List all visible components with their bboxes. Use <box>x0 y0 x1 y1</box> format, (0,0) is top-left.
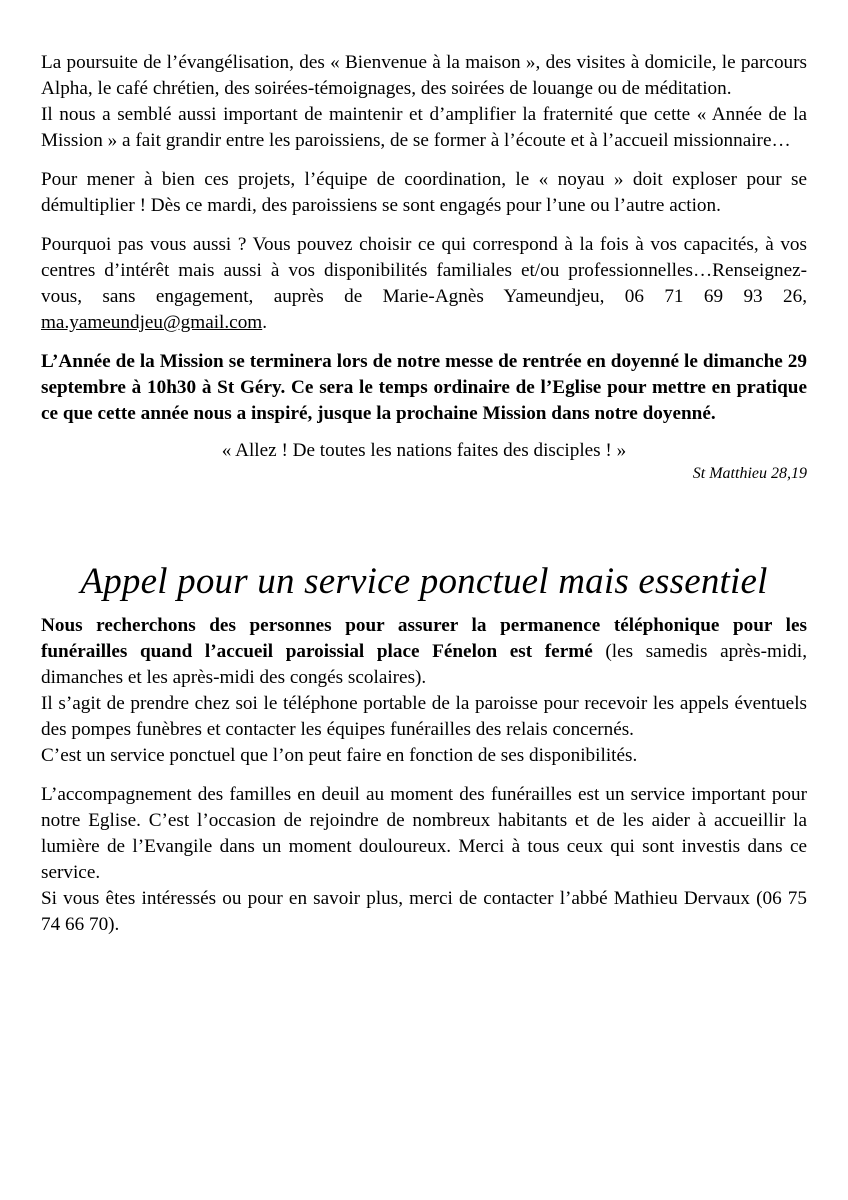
paragraph-evangelisation: La poursuite de l’évangélisation, des « Bienvenue à la maison », des visites à domicile, le parcours Alpha, le café chrétien, des soirées-témoignages, des soirées de louange ou de méditation. <box>41 52 807 99</box>
section-title: Appel pour un service ponctuel mais essentiel <box>80 561 768 602</box>
paragraph-coordination: Pour mener à bien ces projets, l’équipe de coordination, le « noyau » doit exploser pour se démultiplier ! Dès ce mardi, des paroissiens se sont engagés pour l’une ou l’autre action. <box>41 169 807 216</box>
paragraph-appel <box>41 613 807 691</box>
paragraph-contact-abbe: Si vous êtes intéressés ou pour en savoir plus, merci de contacter l’abbé Mathieu Dervaux (06 75 74 66 70). <box>41 888 807 935</box>
contact-end: . <box>262 312 268 333</box>
paragraph-contact <box>41 232 807 336</box>
paragraph-service: C’est un service ponctuel que l’on peut faire en fonction de ses disponibilités. <box>41 745 638 766</box>
contact-text: Pourquoi pas vous aussi ? Vous pouvez choisir ce qui correspond à la fois à vos capacités, à vos centres d’intérêt mais aussi à vos disponibilités familiales et/ou professionnelles…Renseignez-vous, sans engagement, auprès de Marie-Agnès Yameundjeu, 06 71 69 93 26, <box>41 234 807 307</box>
scripture-quote: « Allez ! De toutes les nations faites des disciples ! » <box>221 440 627 461</box>
appel-bold-text: Nous recherchons des personnes pour assurer la permanence téléphonique pour les funérailles quand l’accueil paroissial place Fénelon est fermé <box>41 615 807 662</box>
appel-rest-text: (les samedis après-midi, dimanches et les après-midi des congés scolaires). <box>41 641 807 688</box>
paragraph-announcement: L’Année de la Mission se terminera lors de notre messe de rentrée en doyenné le dimanche 29 septembre à 10h30 à St Géry. Ce sera le temps ordinaire de l’Eglise pour mettre en pratique ce que cette année nous a inspiré, jusque la prochaine Mission dans notre doyenné. <box>41 351 807 424</box>
paragraph-telephone: Il s’agit de prendre chez soi le téléphone portable de la paroisse pour recevoir les appels éventuels des pompes funèbres et contacter les équipes funérailles des relais concernés. <box>41 693 807 740</box>
email-link[interactable]: ma.yameundjeu@gmail.com <box>41 312 263 333</box>
scripture-reference: St Matthieu 28,19 <box>692 465 807 482</box>
paragraph-accompagnement: L’accompagnement des familles en deuil au moment des funérailles est un service important pour notre Eglise. C’est l’occasion de rejoindre de nombreux habitants et de les aider à accueillir la lumière de l’Evangile dans un moment douloureux. Merci à tous ceux qui sont investis dans ce service. <box>41 784 807 883</box>
paragraph-fraternite: Il nous a semblé aussi important de maintenir et d’amplifier la fraternité que cette « Année de la Mission » a fait grandir entre les paroissiens, de se former à l’écoute et à l’accueil missionnaire… <box>41 104 807 151</box>
